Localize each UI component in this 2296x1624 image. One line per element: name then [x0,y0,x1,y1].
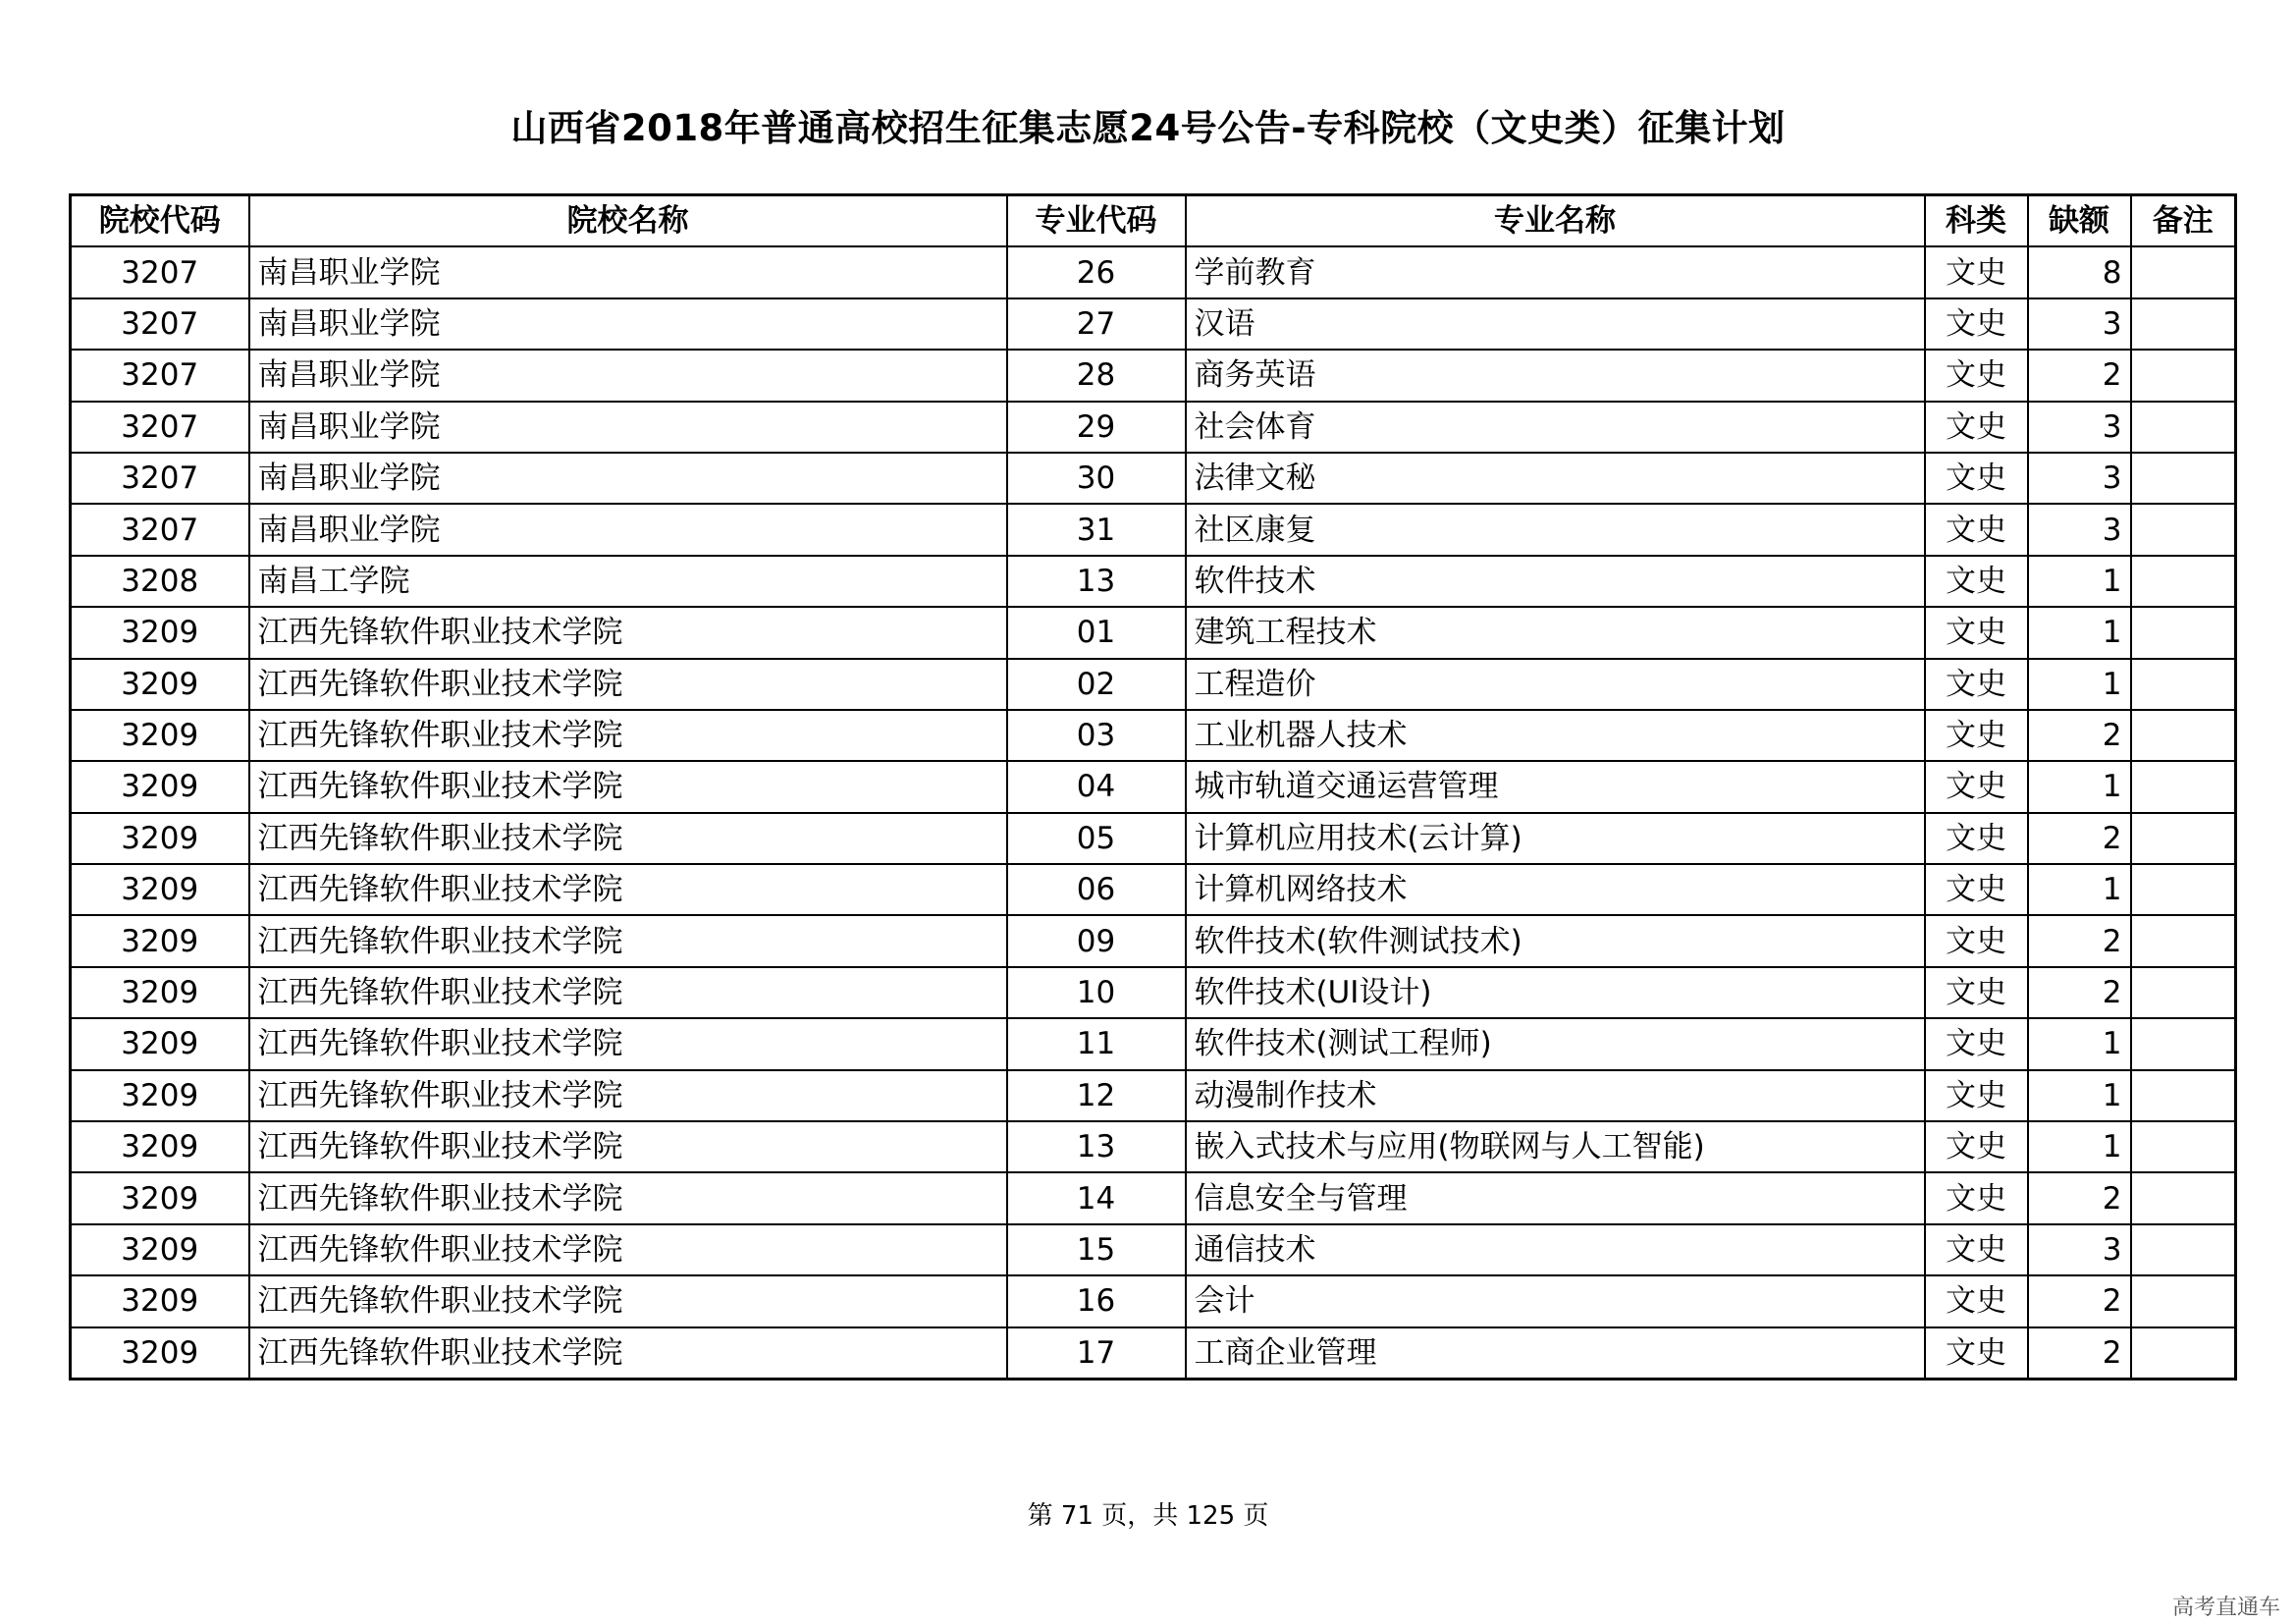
cell-category: 文史 [1925,556,2028,607]
cell-school-code: 3209 [71,607,249,658]
cell-school-code: 3207 [71,402,249,453]
cell-major-name: 工程造价 [1186,659,1925,710]
cell-major-code: 05 [1007,813,1186,864]
cell-major-name: 社会体育 [1186,402,1925,453]
cell-major-code: 27 [1007,298,1186,350]
cell-school-name: 江西先锋软件职业技术学院 [249,813,1007,864]
cell-school-name: 江西先锋软件职业技术学院 [249,915,1007,966]
cell-quota: 3 [2028,453,2131,504]
cell-quota: 1 [2028,607,2131,658]
cell-quota: 3 [2028,1224,2131,1275]
table-row [71,1121,2236,1172]
table-row [71,298,2236,350]
cell-major-code: 06 [1007,864,1186,915]
cell-note [2131,246,2236,298]
cell-major-name: 计算机应用技术(云计算) [1186,813,1925,864]
cell-major-code: 01 [1007,607,1186,658]
cell-category: 文史 [1925,761,2028,812]
cell-major-name: 动漫制作技术 [1186,1070,1925,1121]
table-row [71,504,2236,555]
cell-major-code: 10 [1007,967,1186,1018]
cell-major-name: 汉语 [1186,298,1925,350]
cell-major-code: 04 [1007,761,1186,812]
cell-quota: 1 [2028,659,2131,710]
table-row [71,453,2236,504]
cell-quota: 3 [2028,402,2131,453]
header-school-name: 院校名称 [249,195,1007,247]
cell-quota: 8 [2028,246,2131,298]
cell-major-code: 14 [1007,1172,1186,1223]
cell-note [2131,298,2236,350]
cell-quota: 3 [2028,298,2131,350]
header-school-code: 院校代码 [71,195,249,247]
cell-school-name: 江西先锋软件职业技术学院 [249,967,1007,1018]
cell-note [2131,1275,2236,1326]
cell-category: 文史 [1925,350,2028,401]
cell-school-name: 江西先锋软件职业技术学院 [249,1172,1007,1223]
table-row [71,246,2236,298]
cell-category: 文史 [1925,504,2028,555]
cell-school-code: 3209 [71,659,249,710]
table-row [71,1070,2236,1121]
table-row [71,1327,2236,1380]
cell-quota: 1 [2028,761,2131,812]
cell-quota: 2 [2028,710,2131,761]
cell-major-name: 嵌入式技术与应用(物联网与人工智能) [1186,1121,1925,1172]
cell-major-name: 工商企业管理 [1186,1327,1925,1380]
cell-quota: 3 [2028,504,2131,555]
table-body [71,246,2236,1379]
cell-category: 文史 [1925,1070,2028,1121]
table-row [71,556,2236,607]
cell-note [2131,1172,2236,1223]
cell-category: 文史 [1925,246,2028,298]
table-header [71,195,2236,247]
cell-note [2131,864,2236,915]
cell-note [2131,402,2236,453]
cell-major-name: 软件技术 [1186,556,1925,607]
cell-quota: 1 [2028,864,2131,915]
cell-quota: 1 [2028,1121,2131,1172]
cell-school-code: 3209 [71,967,249,1018]
cell-note [2131,504,2236,555]
cell-category: 文史 [1925,813,2028,864]
table-row [71,813,2236,864]
cell-major-code: 28 [1007,350,1186,401]
cell-note [2131,915,2236,966]
cell-school-code: 3209 [71,1121,249,1172]
cell-school-name: 南昌工学院 [249,556,1007,607]
cell-major-code: 31 [1007,504,1186,555]
cell-quota: 2 [2028,350,2131,401]
cell-major-code: 12 [1007,1070,1186,1121]
cell-school-name: 江西先锋软件职业技术学院 [249,1121,1007,1172]
cell-school-code: 3209 [71,1018,249,1069]
cell-major-code: 02 [1007,659,1186,710]
cell-school-code: 3207 [71,298,249,350]
cell-note [2131,1070,2236,1121]
cell-category: 文史 [1925,1172,2028,1223]
cell-school-name: 江西先锋软件职业技术学院 [249,1070,1007,1121]
table-row [71,607,2236,658]
cell-major-code: 29 [1007,402,1186,453]
cell-school-name: 江西先锋软件职业技术学院 [249,710,1007,761]
cell-note [2131,813,2236,864]
cell-school-code: 3209 [71,1327,249,1380]
cell-school-name: 江西先锋软件职业技术学院 [249,659,1007,710]
cell-note [2131,1224,2236,1275]
cell-major-name: 城市轨道交通运营管理 [1186,761,1925,812]
table-row [71,710,2236,761]
table-row [71,967,2236,1018]
cell-note [2131,1018,2236,1069]
header-quota: 缺额 [2028,195,2131,247]
cell-major-code: 15 [1007,1224,1186,1275]
cell-school-code: 3208 [71,556,249,607]
cell-major-code: 17 [1007,1327,1186,1380]
cell-major-code: 13 [1007,556,1186,607]
table-row [71,1275,2236,1326]
cell-school-name: 江西先锋软件职业技术学院 [249,864,1007,915]
cell-major-name: 软件技术(软件测试技术) [1186,915,1925,966]
table-row [71,761,2236,812]
cell-category: 文史 [1925,659,2028,710]
table-row [71,1224,2236,1275]
cell-major-name: 社区康复 [1186,504,1925,555]
table-row [71,402,2236,453]
cell-major-code: 26 [1007,246,1186,298]
cell-note [2131,710,2236,761]
cell-school-name: 江西先锋软件职业技术学院 [249,1224,1007,1275]
cell-category: 文史 [1925,402,2028,453]
header-major-code: 专业代码 [1007,195,1186,247]
header-row [71,195,2236,247]
cell-category: 文史 [1925,710,2028,761]
cell-school-name: 江西先锋软件职业技术学院 [249,761,1007,812]
table-row [71,659,2236,710]
cell-school-name: 南昌职业学院 [249,298,1007,350]
cell-note [2131,761,2236,812]
cell-category: 文史 [1925,1327,2028,1380]
cell-category: 文史 [1925,1121,2028,1172]
cell-note [2131,350,2236,401]
cell-school-name: 南昌职业学院 [249,246,1007,298]
cell-major-code: 16 [1007,1275,1186,1326]
cell-school-name: 南昌职业学院 [249,402,1007,453]
cell-school-code: 3209 [71,915,249,966]
cell-major-code: 13 [1007,1121,1186,1172]
cell-category: 文史 [1925,1275,2028,1326]
cell-category: 文史 [1925,864,2028,915]
cell-category: 文史 [1925,453,2028,504]
cell-major-code: 11 [1007,1018,1186,1069]
cell-school-code: 3207 [71,453,249,504]
cell-major-code: 09 [1007,915,1186,966]
watermark-text: 高考直通车 [2171,1596,2280,1620]
cell-quota: 2 [2028,813,2131,864]
cell-major-code: 30 [1007,453,1186,504]
cell-major-name: 软件技术(测试工程师) [1186,1018,1925,1069]
cell-quota: 1 [2028,556,2131,607]
cell-quota: 1 [2028,1018,2131,1069]
cell-quota: 2 [2028,1275,2131,1326]
cell-school-name: 江西先锋软件职业技术学院 [249,1327,1007,1380]
cell-note [2131,967,2236,1018]
cell-school-code: 3209 [71,813,249,864]
page-number: 第 71 页，共 125 页 [1027,1501,1269,1531]
cell-school-name: 南昌职业学院 [249,453,1007,504]
table-row [71,350,2236,401]
enrollment-plan-table [69,193,2237,1380]
cell-note [2131,659,2236,710]
cell-category: 文史 [1925,607,2028,658]
cell-major-name: 会计 [1186,1275,1925,1326]
cell-note [2131,556,2236,607]
cell-school-name: 南昌职业学院 [249,350,1007,401]
cell-category: 文史 [1925,915,2028,966]
page-title: 山西省2018年普通高校招生征集志愿24号公告-专科院校（文史类）征集计划 [510,107,1786,149]
cell-major-name: 信息安全与管理 [1186,1172,1925,1223]
cell-category: 文史 [1925,967,2028,1018]
header-note: 备注 [2131,195,2236,247]
header-category: 科类 [1925,195,2028,247]
cell-major-name: 建筑工程技术 [1186,607,1925,658]
cell-school-code: 3209 [71,1275,249,1326]
cell-major-name: 工业机器人技术 [1186,710,1925,761]
cell-quota: 2 [2028,1172,2131,1223]
table-row [71,1172,2236,1223]
cell-school-code: 3209 [71,1224,249,1275]
cell-major-name: 学前教育 [1186,246,1925,298]
cell-school-code: 3207 [71,350,249,401]
cell-note [2131,1121,2236,1172]
cell-school-code: 3209 [71,1172,249,1223]
cell-school-name: 江西先锋软件职业技术学院 [249,1018,1007,1069]
cell-category: 文史 [1925,1018,2028,1069]
cell-major-name: 软件技术(UI设计) [1186,967,1925,1018]
cell-quota: 2 [2028,1327,2131,1380]
table-row [71,915,2236,966]
cell-school-code: 3207 [71,246,249,298]
cell-quota: 2 [2028,967,2131,1018]
cell-school-code: 3209 [71,761,249,812]
cell-quota: 2 [2028,915,2131,966]
cell-school-name: 南昌职业学院 [249,504,1007,555]
cell-school-name: 江西先锋软件职业技术学院 [249,1275,1007,1326]
cell-major-name: 通信技术 [1186,1224,1925,1275]
table-row [71,864,2236,915]
cell-school-code: 3207 [71,504,249,555]
cell-note [2131,607,2236,658]
cell-major-name: 商务英语 [1186,350,1925,401]
cell-note [2131,1327,2236,1380]
cell-school-code: 3209 [71,864,249,915]
cell-note [2131,453,2236,504]
cell-major-code: 03 [1007,710,1186,761]
cell-major-name: 计算机网络技术 [1186,864,1925,915]
cell-school-code: 3209 [71,1070,249,1121]
cell-school-code: 3209 [71,710,249,761]
cell-school-name: 江西先锋软件职业技术学院 [249,607,1007,658]
cell-category: 文史 [1925,1224,2028,1275]
header-major-name: 专业名称 [1186,195,1925,247]
table-row [71,1018,2236,1069]
cell-category: 文史 [1925,298,2028,350]
cell-major-name: 法律文秘 [1186,453,1925,504]
cell-quota: 1 [2028,1070,2131,1121]
